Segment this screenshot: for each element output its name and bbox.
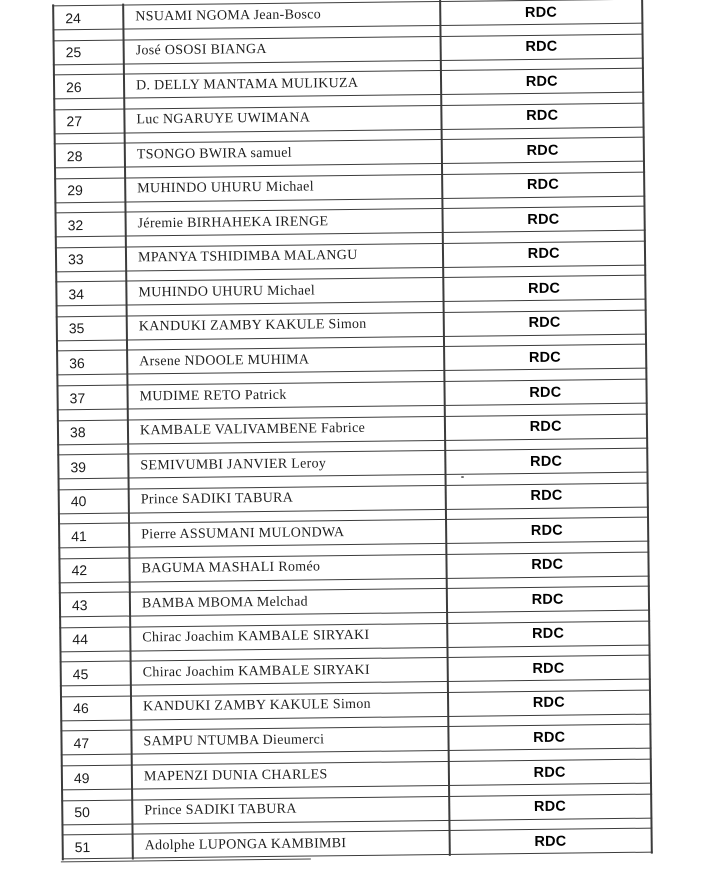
row-number-cell <box>58 527 128 544</box>
row-number: 26 <box>65 78 82 95</box>
country-label: RDC <box>530 487 563 505</box>
country-cell <box>443 314 647 332</box>
person-name-cell <box>124 144 441 164</box>
row-number-cell <box>53 113 123 130</box>
person-name: MAPENZI DUNIA CHARLES <box>143 766 328 784</box>
table-row <box>61 759 652 791</box>
row-number: 42 <box>71 562 88 579</box>
row-number: 39 <box>70 458 87 475</box>
table-row <box>60 655 651 687</box>
row-number-cell <box>52 9 122 26</box>
table-row <box>53 68 644 100</box>
person-name: MUHINDO UHURU Michael <box>137 179 314 197</box>
country-label: RDC <box>534 833 567 850</box>
country-label: RDC <box>528 315 561 332</box>
country-cell <box>448 798 652 816</box>
table-row <box>58 482 649 514</box>
country-label: RDC <box>530 453 563 470</box>
country-cell <box>444 452 648 470</box>
row-number-cell <box>60 700 130 717</box>
person-name: Pierre ASSUMANI MULONDWA <box>141 524 345 543</box>
row-number: 40 <box>70 493 87 510</box>
row-number-cell <box>56 320 126 337</box>
person-name: Chirac Joachim KAMBALE SIRYAKI <box>142 628 370 646</box>
row-number: 27 <box>66 113 83 130</box>
row-number: 50 <box>74 804 90 821</box>
row-number-cell <box>60 735 130 752</box>
person-name-cell <box>131 765 448 785</box>
person-name-cell <box>122 5 439 25</box>
person-name: KAMBALE VALIVAMBENE Fabrice <box>139 420 366 439</box>
person-name: Adolphe LUPONGA KAMBIMBI <box>144 835 347 854</box>
country-label: RDC <box>526 107 559 125</box>
table-row <box>62 828 653 860</box>
country-cell <box>442 245 646 263</box>
country-cell <box>441 176 645 194</box>
table-row <box>55 275 646 307</box>
row-number-cell <box>53 44 123 61</box>
row-number-cell <box>59 631 129 648</box>
country-cell <box>447 694 651 712</box>
country-cell <box>441 141 645 159</box>
country-label: RDC <box>530 522 563 539</box>
person-name: SAMPU NTUMBA Dieumerci <box>143 732 325 750</box>
table-row <box>57 413 648 445</box>
row-number: 49 <box>73 769 90 786</box>
country-label: RDC <box>533 764 566 781</box>
country-label: RDC <box>526 142 559 159</box>
table-row <box>59 620 650 652</box>
country-cell <box>447 660 651 678</box>
table-row <box>53 102 644 134</box>
country-label: RDC <box>532 660 565 677</box>
country-cell <box>443 349 647 367</box>
row-number: 28 <box>66 147 83 164</box>
person-name-cell <box>129 593 446 613</box>
table-row <box>55 206 646 238</box>
row-number-cell <box>61 769 131 786</box>
person-name: KANDUKI ZAMBY KAKULE Simon <box>138 317 367 335</box>
country-cell <box>440 38 644 56</box>
person-name: KANDUKI ZAMBY KAKULE Simon <box>143 697 371 715</box>
table-row <box>60 724 651 756</box>
country-label: RDC <box>532 695 565 712</box>
row-number-cell <box>55 216 125 233</box>
row-number: 43 <box>71 596 88 613</box>
country-label: RDC <box>525 73 558 90</box>
country-cell <box>447 729 651 747</box>
country-cell <box>449 832 653 850</box>
country-label: RDC <box>527 211 560 228</box>
person-name-cell <box>125 282 442 302</box>
table-row <box>60 690 651 722</box>
person-name-cell <box>127 385 444 405</box>
country-label: RDC <box>525 38 558 56</box>
row-number: 46 <box>73 700 89 717</box>
table-rows <box>52 0 652 869</box>
country-cell <box>445 556 649 574</box>
person-name: TSONGO BWIRA samuel <box>136 145 292 163</box>
person-name-cell <box>128 524 445 544</box>
country-cell <box>442 280 646 298</box>
person-name-cell <box>127 420 444 440</box>
row-number-cell <box>59 596 129 613</box>
person-name: BAMBA MBOMA Melchad <box>141 594 308 612</box>
person-name-cell <box>123 109 440 129</box>
row-number: 45 <box>72 665 89 683</box>
table-row <box>56 379 647 411</box>
row-number-cell <box>56 355 126 372</box>
row-number: 25 <box>65 44 82 61</box>
person-name-cell <box>129 627 446 647</box>
person-name-cell <box>125 247 442 267</box>
table-row <box>58 551 649 583</box>
country-cell <box>443 383 647 401</box>
row-number: 29 <box>67 182 83 199</box>
row-number: 37 <box>69 389 86 406</box>
row-number: 38 <box>69 424 86 441</box>
row-number: 32 <box>67 216 84 233</box>
person-name: BAGUMA MASHALI Roméo <box>141 559 321 577</box>
country-label: RDC <box>526 176 560 194</box>
country-label: RDC <box>528 349 562 366</box>
person-name: José OSOSI BIANGA <box>135 41 267 59</box>
country-label: RDC <box>528 280 561 297</box>
person-name: MUDIME RETO Patrick <box>139 387 287 404</box>
country-cell <box>446 590 650 608</box>
row-number-cell <box>57 458 127 475</box>
person-name: D. DELLY MANTAMA MULIKUZA <box>135 75 359 94</box>
table-row <box>61 793 652 825</box>
country-label: RDC <box>529 418 562 436</box>
country-cell <box>440 72 644 90</box>
person-name: Jéremie BIRHAHEKA IRENGE <box>137 214 329 232</box>
table-row <box>52 0 643 30</box>
country-cell <box>445 521 649 539</box>
person-name-cell <box>130 731 447 751</box>
country-cell <box>440 107 644 125</box>
person-name-cell <box>132 835 449 855</box>
person-name: Arsene NDOOLE MUHIMA <box>139 352 310 370</box>
country-cell <box>442 210 646 228</box>
table-row <box>59 586 650 618</box>
row-number-cell <box>57 424 127 441</box>
row-number-cell <box>58 562 128 579</box>
person-name-cell <box>126 351 443 371</box>
person-name-cell <box>130 662 447 682</box>
row-number: 24 <box>65 9 81 26</box>
table-row <box>54 171 645 203</box>
row-number-cell <box>62 838 132 855</box>
country-label: RDC <box>533 729 566 746</box>
person-name-cell <box>127 455 444 475</box>
person-name: Luc NGARUYE UWIMANA <box>136 110 311 128</box>
person-name-cell <box>123 75 440 95</box>
row-number-cell <box>58 493 128 510</box>
person-name-cell <box>128 558 445 578</box>
table-row <box>56 310 647 342</box>
row-number: 33 <box>67 251 84 268</box>
country-label: RDC <box>527 245 560 263</box>
table-row <box>57 448 648 480</box>
row-number: 35 <box>68 320 85 337</box>
country-cell <box>444 418 648 436</box>
country-cell <box>445 487 649 505</box>
row-number-cell <box>55 251 125 268</box>
country-label: RDC <box>533 798 567 816</box>
row-number-cell <box>53 78 123 95</box>
table-row <box>54 137 645 169</box>
scan-speck <box>461 476 464 478</box>
row-number-cell <box>54 147 124 164</box>
person-name: Prince SADIKI TABURA <box>144 801 297 819</box>
row-number: 41 <box>71 527 87 544</box>
person-name: MUHINDO UHURU Michael <box>138 283 316 301</box>
table-row <box>55 240 646 272</box>
person-name: SEMIVUMBI JANVIER Leroy <box>140 455 327 474</box>
person-name: NSUAMI NGOMA Jean-Bosco <box>135 6 322 24</box>
person-name-cell <box>131 800 448 820</box>
roster-table <box>52 0 653 862</box>
row-number-cell <box>57 389 127 406</box>
country-label: RDC <box>531 556 564 574</box>
person-name: MPANYA TSHIDIMBA MALANGU <box>137 248 358 266</box>
table-row <box>53 33 644 65</box>
country-label: RDC <box>531 591 564 608</box>
person-name-cell <box>124 178 441 198</box>
row-number: 36 <box>69 355 85 372</box>
person-name-cell <box>130 696 447 716</box>
table-row <box>56 344 647 376</box>
country-label: RDC <box>524 4 558 21</box>
person-name-cell <box>126 316 443 336</box>
table-row <box>58 517 649 549</box>
country-cell <box>448 763 652 781</box>
country-label: RDC <box>529 384 562 401</box>
person-name-cell <box>125 213 442 233</box>
person-name-cell <box>128 489 445 509</box>
country-cell <box>439 3 643 21</box>
row-number-cell <box>60 665 130 682</box>
row-number: 34 <box>68 285 85 303</box>
row-number: 47 <box>73 734 90 752</box>
row-number: 51 <box>74 838 91 855</box>
row-number-cell <box>61 804 131 821</box>
person-name: Prince SADIKI TABURA <box>140 490 294 508</box>
country-label: RDC <box>531 625 565 643</box>
person-name: Chirac Joachim KAMBALE SIRYAKI <box>142 662 370 681</box>
person-name-cell <box>123 40 440 60</box>
country-cell <box>446 625 650 643</box>
row-number: 44 <box>72 631 89 648</box>
row-number-cell <box>55 285 125 302</box>
row-number-cell <box>54 182 124 199</box>
